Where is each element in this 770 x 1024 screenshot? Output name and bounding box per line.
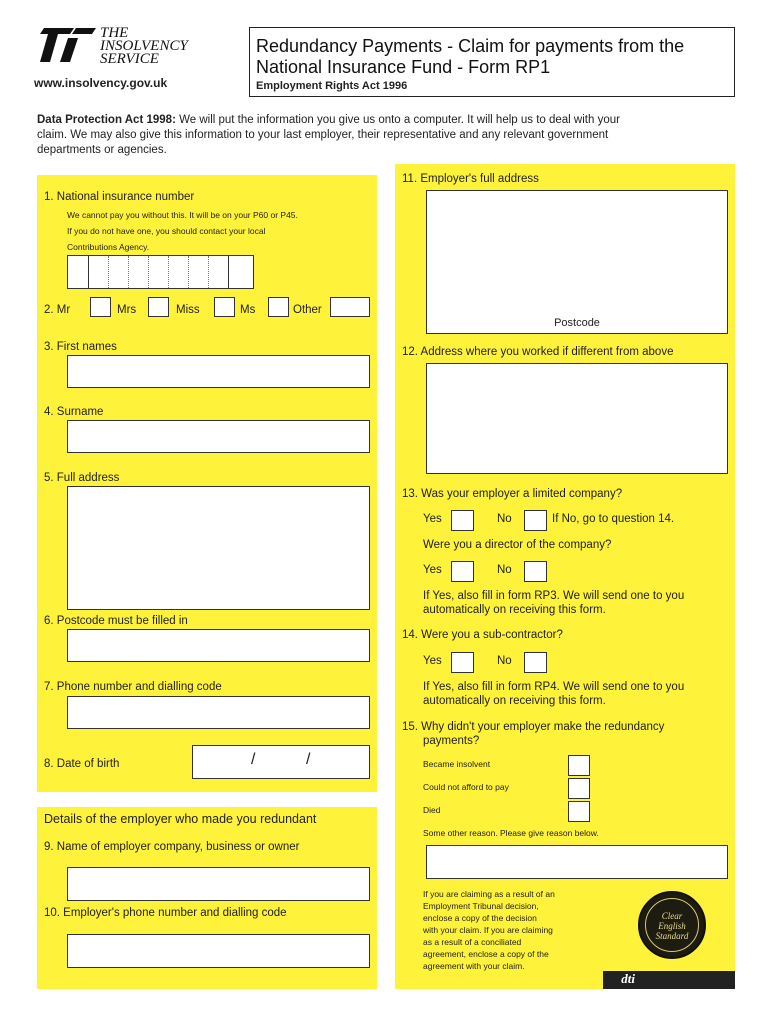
title-other-input[interactable] xyxy=(330,297,370,317)
insolvency-service-logo-icon xyxy=(34,24,98,66)
ni-divider xyxy=(228,256,229,288)
employer-section-heading: Details of the employer who made you redundant xyxy=(44,812,317,826)
q8-label: 8. Date of birth xyxy=(44,758,120,770)
employer-postcode-label: Postcode xyxy=(554,317,600,329)
q14-yes-label: Yes xyxy=(423,655,442,667)
limited-company-yes-checkbox[interactable] xyxy=(451,510,474,531)
employer-details-panel xyxy=(37,807,377,989)
title-mrs-label: Mrs xyxy=(117,304,137,316)
ni-divider xyxy=(208,256,209,288)
surname-input[interactable] xyxy=(67,420,370,453)
work-address-input[interactable] xyxy=(426,363,728,474)
q13-director-no-label: No xyxy=(497,564,512,576)
q2-title-label: 2. Mr xyxy=(44,304,71,316)
q14-rp4-note-2: automatically on receiving this form. xyxy=(423,695,606,707)
q1-help-2: If you do not have one, you should contact your local xyxy=(67,226,266,236)
q13-label: 13. Was your employer a limited company? xyxy=(402,488,623,500)
data-protection-line-2: claim. We may also give this information to your last employer, their representative and any relevant government xyxy=(37,129,609,141)
clear-english-seal xyxy=(638,891,706,959)
dti-footer-logo: dti xyxy=(603,971,735,989)
became-insolvent-checkbox[interactable] xyxy=(568,755,590,776)
tribunal-note-line: If you are claiming as a result of an xyxy=(423,889,555,899)
title-ms-checkbox[interactable] xyxy=(268,297,289,317)
q15-label-2: payments? xyxy=(423,735,480,747)
seal-line-1: Clear xyxy=(661,911,683,921)
title-other-label: Other xyxy=(293,304,322,316)
title-miss-label: Miss xyxy=(176,304,200,316)
q7-label: 7. Phone number and dialling code xyxy=(44,681,222,693)
q14-label: 14. Were you a sub-contractor? xyxy=(402,629,563,641)
form-title-box xyxy=(249,27,735,97)
q13-yes-label: Yes xyxy=(423,513,442,525)
tribunal-note-line: agreement with your claim. xyxy=(423,961,525,971)
ni-number-input[interactable] xyxy=(67,255,254,289)
title-ms-label: Ms xyxy=(240,304,256,316)
data-protection-label: Data Protection Act 1998: xyxy=(37,114,176,126)
q3-label: 3. First names xyxy=(44,341,117,353)
q10-label: 10. Employer's phone number and dialling code xyxy=(44,907,287,919)
logo-line-1: THE xyxy=(100,25,129,41)
logo xyxy=(34,24,214,68)
tribunal-note-line: Employment Tribunal decision, xyxy=(423,901,539,911)
ni-divider xyxy=(88,256,89,288)
q9-label: 9. Name of employer company, business or owner xyxy=(44,841,300,853)
form-title-line-2: National Insurance Fund - Form RP1 xyxy=(256,57,551,77)
form-title-line-1: Redundancy Payments - Claim for payments from the xyxy=(256,36,685,56)
website-url[interactable]: www.insolvency.gov.uk xyxy=(34,76,168,90)
title-mrs-checkbox[interactable] xyxy=(148,297,169,317)
ni-divider xyxy=(188,256,189,288)
personal-details-panel xyxy=(37,175,377,792)
director-yes-checkbox[interactable] xyxy=(451,561,474,582)
seal-line-2: English xyxy=(658,921,686,931)
tribunal-note-line: with your claim. If you are claiming xyxy=(423,925,553,935)
full-address-input[interactable] xyxy=(67,486,370,610)
ni-divider xyxy=(128,256,129,288)
died-checkbox[interactable] xyxy=(568,801,590,822)
director-no-checkbox[interactable] xyxy=(524,561,547,582)
q1-ni-label: 1. National insurance number xyxy=(44,191,195,203)
data-protection-notice xyxy=(37,113,747,158)
logo-line-3: SERVICE xyxy=(100,51,159,67)
q14-no-label: No xyxy=(497,655,512,667)
q13-no-label: No xyxy=(497,513,512,525)
subcontractor-yes-checkbox[interactable] xyxy=(451,652,474,673)
q13-director-yes-label: Yes xyxy=(423,564,442,576)
q5-label: 5. Full address xyxy=(44,472,120,484)
q13-no-note: If No, go to question 14. xyxy=(552,513,675,525)
first-names-input[interactable] xyxy=(67,355,370,388)
tribunal-note-line: agreement, enclose a copy of the xyxy=(423,949,549,959)
q14-rp4-note-1: If Yes, also fill in form RP4. We will send one to you xyxy=(423,681,685,693)
title-mr-checkbox[interactable] xyxy=(90,297,111,317)
other-reason-input[interactable] xyxy=(426,845,728,879)
employer-questions-panel xyxy=(395,164,735,989)
data-protection-line-1: We will put the information you give us onto a computer. It will help us to deal with your xyxy=(175,114,620,126)
q15-label-1: 15. Why didn't your employer make the redundancy xyxy=(402,721,665,733)
ni-divider xyxy=(168,256,169,288)
subcontractor-no-checkbox[interactable] xyxy=(524,652,547,673)
q15-option-could-not-afford: Could not afford to pay xyxy=(423,782,509,792)
q6-label: 6. Postcode must be filled in xyxy=(44,615,188,627)
q15-option-died: Died xyxy=(423,805,441,815)
logo-line-2: INSOLVENCY xyxy=(100,38,188,54)
form-subtitle: Employment Rights Act 1996 xyxy=(256,80,408,92)
q1-help-3: Contributions Agency. xyxy=(67,242,150,252)
date-of-birth-input[interactable] xyxy=(192,745,370,779)
ni-divider xyxy=(148,256,149,288)
dob-separator: / xyxy=(306,751,311,768)
q15-option-other: Some other reason. Please give reason below. xyxy=(423,828,599,838)
q13-director-question: Were you a director of the company? xyxy=(423,539,612,551)
phone-input[interactable] xyxy=(67,696,370,729)
seal-line-3: Standard xyxy=(655,931,689,941)
tribunal-note-line: as a result of a conciliated xyxy=(423,937,522,947)
title-miss-checkbox[interactable] xyxy=(214,297,235,317)
employer-address-input[interactable] xyxy=(426,190,728,334)
limited-company-no-checkbox[interactable] xyxy=(524,510,547,531)
dob-separator: / xyxy=(251,751,256,768)
q15-option-insolvent: Became insolvent xyxy=(423,759,491,769)
employer-name-input[interactable] xyxy=(67,867,370,901)
q12-label: 12. Address where you worked if different from above xyxy=(402,346,674,358)
q4-label: 4. Surname xyxy=(44,406,104,418)
data-protection-line-3: departments or agencies. xyxy=(37,144,167,156)
q1-help-1: We cannot pay you without this. It will be on your P60 or P45. xyxy=(67,210,298,220)
employer-phone-input[interactable] xyxy=(67,934,370,968)
could-not-afford-checkbox[interactable] xyxy=(568,778,590,799)
tribunal-note xyxy=(423,888,603,972)
q11-label: 11. Employer's full address xyxy=(402,173,539,185)
q13-rp3-note-2: automatically on receiving this form. xyxy=(423,604,606,616)
q13-rp3-note-1: If Yes, also fill in form RP3. We will send one to you xyxy=(423,590,685,602)
postcode-input[interactable] xyxy=(67,629,370,662)
ni-divider xyxy=(108,256,109,288)
tribunal-note-line: enclose a copy of the decision xyxy=(423,913,537,923)
